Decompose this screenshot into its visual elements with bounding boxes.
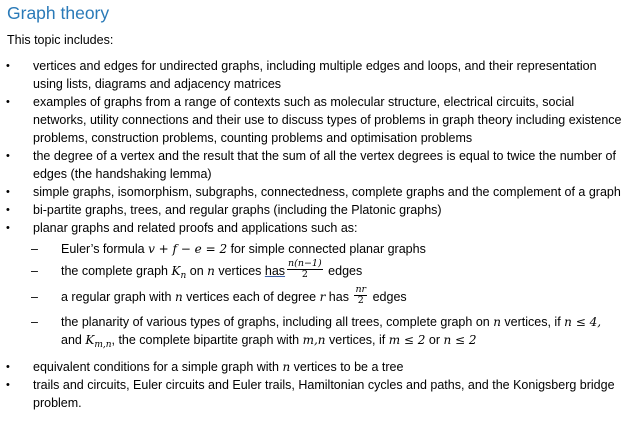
sub-list-item — [0, 257, 629, 288]
dash-icon: – — [31, 242, 38, 256]
sub-text: a regular graph with — [61, 290, 175, 304]
math-condition: m ≤ 2 — [388, 332, 426, 347]
sub-text: has — [325, 290, 353, 304]
list-item — [0, 201, 629, 219]
list-item — [0, 219, 629, 237]
sub-list-item — [0, 313, 629, 354]
math-fraction — [287, 259, 323, 280]
list-item — [0, 183, 629, 201]
bullet-icon: • — [6, 186, 10, 198]
sub-list-item — [0, 284, 629, 309]
topic-list — [0, 57, 629, 412]
item-text: examples of graphs from a range of contexts such as molecular structure, electrical circuits, social networks, utility connections and their use to discuss types of problems in graph theory including existence problems, construction problems, counting problems and optimisation problems — [33, 95, 622, 145]
sub-text: vertices, if — [500, 314, 565, 329]
list-item — [0, 57, 629, 93]
item-text: planar graphs and related proofs and applications such as: — [33, 221, 358, 235]
sub-text: vertices — [214, 263, 265, 278]
bullet-icon: • — [6, 378, 10, 391]
sub-text: edges — [324, 263, 363, 278]
dash-icon: – — [31, 290, 38, 304]
list-item — [0, 376, 629, 412]
bullet-icon: • — [6, 150, 10, 162]
sub-text: for simple connected planar graphs — [227, 242, 426, 256]
bullet-icon: • — [6, 96, 10, 108]
item-text: vertices and edges for undirected graphs, including multiple edges and loops, and their representation using lists, diagrams and adjacency matrices — [33, 59, 597, 91]
math-fraction — [354, 285, 367, 306]
list-item — [0, 147, 629, 183]
fraction-numerator: n(n−1) — [288, 257, 322, 269]
sub-text: Euler’s formula — [61, 242, 149, 256]
bullet-icon: • — [6, 222, 10, 234]
math-condition: n ≤ 2 — [443, 332, 477, 347]
sub-text: on — [186, 263, 208, 278]
bullet-icon: • — [6, 360, 10, 373]
item-text: trails and circuits, Euler circuits and Euler trails, Hamiltonian cycles and paths, and the Konigsberg bridge problem. — [33, 377, 615, 410]
list-item — [0, 358, 629, 376]
sub-text: the planarity of various types of graphs, including all trees, complete graph on — [61, 314, 494, 329]
sub-text: edges — [369, 290, 407, 304]
item-text: equivalent conditions for a simple graph with — [33, 359, 283, 374]
intro-text: This topic includes: — [7, 33, 114, 47]
item-text: simple graphs, isomorphism, subgraphs, connectedness, complete graphs and the complement of a graph — [33, 185, 621, 199]
list-item — [0, 93, 629, 147]
bullet-icon: • — [6, 60, 10, 72]
fraction-denominator: 2 — [357, 295, 364, 307]
math-var: n — [282, 359, 291, 374]
math-condition: n ≤ 4, — [564, 314, 602, 329]
item-text: bi-partite graphs, trees, and regular graphs (including the Platonic graphs) — [33, 203, 442, 217]
sub-text: or — [425, 332, 444, 347]
dash-icon: – — [31, 314, 38, 329]
math-var: n — [207, 263, 215, 278]
fraction-numerator: nr — [355, 284, 367, 296]
math-var: n — [174, 290, 183, 304]
math-var: K — [171, 263, 181, 278]
math-var: n — [493, 314, 501, 329]
sub-text: vertices each of degree — [182, 290, 320, 304]
bullet-icon: • — [6, 204, 10, 216]
page-title: Graph theory — [7, 3, 110, 23]
sub-text: vertices, if — [325, 332, 389, 347]
item-text: vertices to be a tree — [290, 359, 404, 374]
dash-icon: – — [31, 263, 38, 278]
math-subscript: n — [180, 270, 187, 281]
math-var: r — [319, 290, 326, 304]
math-formula: v + f − e = 2 — [148, 242, 228, 256]
underlined-word: has — [264, 263, 286, 278]
item-text: the degree of a vertex and the result that the sum of all the vertex degrees is equal to twice the number of edges (the handshaking lemma) — [33, 149, 616, 181]
sub-text: the complete graph — [61, 263, 172, 278]
math-var: m,n — [302, 332, 326, 347]
sub-text: , the complete bipartite graph with — [111, 332, 303, 347]
math-subscript: m,n — [94, 339, 112, 350]
math-var: K — [85, 332, 95, 347]
sub-text: and — [61, 332, 86, 347]
fraction-denominator: 2 — [301, 268, 308, 280]
